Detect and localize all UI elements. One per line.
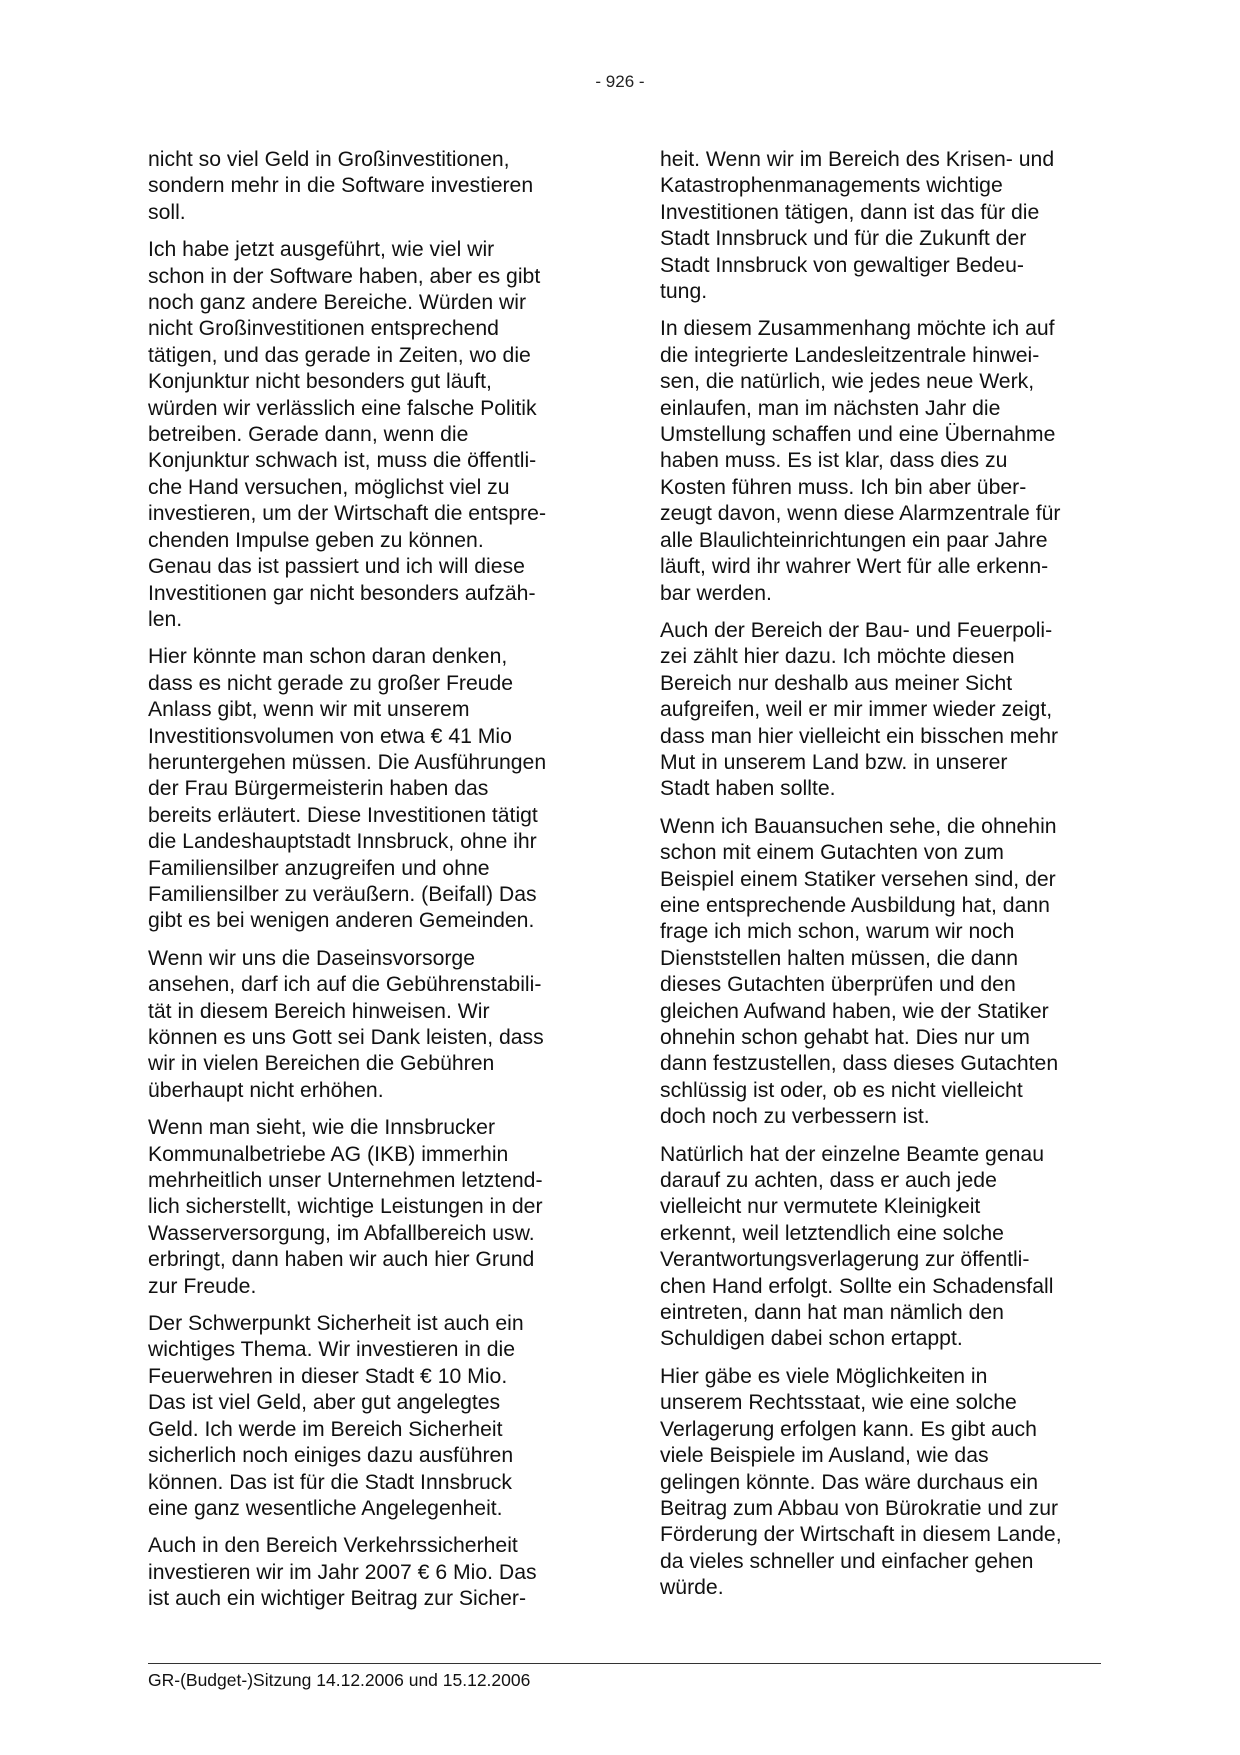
text-line: dass man hier vielleicht ein bisschen mehr (660, 724, 1059, 748)
text-line: Investitionsvolumen von etwa € 41 Mio (148, 724, 512, 748)
text-line: investieren wir im Jahr 2007 € 6 Mio. Das (148, 1560, 537, 1584)
paragraph (148, 1533, 598, 1612)
text-line: sicherlich noch einiges dazu ausführen (148, 1444, 514, 1468)
paragraph (148, 237, 598, 633)
text-line: können. Das ist für die Stadt Innsbruck (148, 1470, 512, 1494)
text-line: soll. (148, 200, 186, 224)
text-line: vielleicht nur vermutete Kleinigkeit (660, 1195, 981, 1219)
text-line: Natürlich hat der einzelne Beamte genau (660, 1142, 1044, 1166)
text-line: dieses Gutachten überprüfen und den (660, 973, 1016, 997)
paragraph (660, 814, 1110, 1131)
paragraph (148, 946, 598, 1104)
text-line: die integrierte Landesleitzentrale hinwei- (660, 343, 1040, 367)
text-line: Feuerwehren in dieser Stadt € 10 Mio. (148, 1364, 508, 1388)
text-line: Bereich nur deshalb aus meiner Sicht (660, 671, 1013, 695)
text-line: nicht Großinvestitionen entsprechend (148, 317, 499, 341)
text-line: sondern mehr in die Software investieren (148, 174, 534, 198)
text-line: lich sicherstellt, wichtige Leistungen in der (148, 1195, 543, 1219)
text-line: chenden Impulse geben zu können. (148, 528, 484, 552)
text-line: doch noch zu verbessern ist. (660, 1105, 930, 1129)
text-line: ist auch ein wichtiger Beitrag zur Sicher- (148, 1587, 527, 1611)
text-line: einlaufen, man im nächsten Jahr die (660, 396, 1001, 420)
text-line: che Hand versuchen, möglichst viel zu (148, 475, 510, 499)
text-line: Investitionen tätigen, dann ist das für die (660, 200, 1040, 224)
text-line: frage ich mich schon, warum wir noch (660, 920, 1015, 944)
text-line: bar werden. (660, 581, 772, 605)
text-line: eintreten, dann hat man nämlich den (660, 1301, 1004, 1325)
text-line: darauf zu achten, dass er auch jede (660, 1169, 997, 1193)
text-line: Investitionen gar nicht besonders aufzäh- (148, 581, 536, 605)
text-line: wir in vielen Bereichen die Gebühren (148, 1052, 495, 1076)
text-line: alle Blaulichteinrichtungen ein paar Jahre (660, 528, 1048, 552)
text-line: unserem Rechtsstaat, wie eine solche (660, 1391, 1017, 1415)
text-line: In diesem Zusammenhang möchte ich auf (660, 317, 1055, 341)
text-line: Familiensilber zu veräußern. (Beifall) Das (148, 882, 537, 906)
paragraph (660, 316, 1110, 606)
text-line: überhaupt nicht erhöhen. (148, 1078, 384, 1102)
text-line: Schuldigen dabei schon ertappt. (660, 1327, 963, 1351)
text-line: Ich habe jetzt ausgeführt, wie viel wir (148, 238, 495, 262)
text-line: aufgreifen, weil er mir immer wieder zeigt, (660, 698, 1053, 722)
text-line: erbringt, dann haben wir auch hier Grund (148, 1248, 535, 1272)
text-line: gleichen Aufwand haben, wie der Statiker (660, 999, 1049, 1023)
text-line: haben muss. Es ist klar, dass dies zu (660, 449, 1008, 473)
text-line: tung. (660, 280, 708, 304)
text-line: tät in diesem Bereich hinweisen. Wir (148, 999, 490, 1023)
text-line: nicht so viel Geld in Großinvestitionen, (148, 148, 510, 171)
text-line: heit. Wenn wir im Bereich des Krisen- und (660, 148, 1055, 171)
text-line: zur Freude. (148, 1274, 257, 1298)
text-line: erkennt, weil letztendlich eine solche (660, 1221, 1004, 1245)
text-line: Hier könnte man schon daran denken, (148, 645, 508, 669)
paragraph (660, 1364, 1110, 1602)
paragraph (660, 147, 1110, 305)
paragraph (148, 1311, 598, 1522)
text-line: Wenn man sieht, wie die Innsbrucker (148, 1116, 496, 1140)
paragraph (148, 1115, 598, 1300)
text-line: ohnehin schon gehabt hat. Dies nur um (660, 1026, 1030, 1049)
text-line: würden wir verlässlich eine falsche Politik (148, 396, 537, 420)
text-line: Kosten führen muss. Ich bin aber über- (660, 475, 1027, 499)
text-line: können es uns Gott sei Dank leisten, dass (148, 1026, 544, 1049)
text-line: Geld. Ich werde im Bereich Sicherheit (148, 1417, 503, 1441)
text-line: Das ist viel Geld, aber gut angelegtes (148, 1391, 501, 1415)
text-line: Der Schwerpunkt Sicherheit ist auch ein (148, 1312, 524, 1336)
text-line: Verantwortungsverlagerung zur öffentli- (660, 1248, 1030, 1272)
text-line: Kommunalbetriebe AG (IKB) immerhin (148, 1142, 509, 1166)
footer-session-info: GR-(Budget-)Sitzung 14.12.2006 und 15.12.2006 (148, 1670, 531, 1690)
paragraph (148, 644, 598, 934)
text-line: Konjunktur nicht besonders gut läuft, (148, 370, 492, 394)
text-line: tätigen, und das gerade in Zeiten, wo die (148, 343, 531, 367)
text-line: Wenn wir uns die Daseinsvorsorge (148, 946, 475, 970)
text-line: da vieles schneller und einfacher gehen (660, 1549, 1034, 1573)
text-line: Katastrophenmanagements wichtige (660, 174, 1003, 198)
text-line: investieren, um der Wirtschaft die entspre- (148, 502, 547, 526)
text-line: Wasserversorgung, im Abfallbereich usw. (148, 1221, 535, 1245)
text-line: würde. (660, 1576, 724, 1600)
text-line: gibt es bei wenigen anderen Gemeinden. (148, 909, 535, 933)
text-line: dann festzustellen, dass dieses Gutachten (660, 1052, 1059, 1076)
text-line: sen, die natürlich, wie jedes neue Werk, (660, 370, 1035, 394)
text-line: zei zählt hier dazu. Ich möchte diesen (660, 645, 1015, 669)
text-line: noch ganz andere Bereiche. Würden wir (148, 291, 527, 315)
text-line: eine entsprechende Ausbildung hat, dann (660, 893, 1050, 917)
text-line: eine ganz wesentliche Angelegenheit. (148, 1496, 503, 1520)
text-line: Stadt haben sollte. (660, 777, 836, 801)
text-line: Beitrag zum Abbau von Bürokratie und zur (660, 1496, 1059, 1520)
text-line: ansehen, darf ich auf die Gebührenstabili- (148, 973, 542, 997)
text-line: wichtiges Thema. Wir investieren in die (148, 1338, 516, 1362)
text-line: zeugt davon, wenn diese Alarmzentrale für (660, 502, 1061, 526)
text-line: Anlass gibt, wenn wir mit unserem (148, 698, 470, 722)
text-line: Auch der Bereich der Bau- und Feuerpoli- (660, 618, 1053, 642)
text-line: Familiensilber anzugreifen und ohne (148, 856, 490, 880)
text-line: Umstellung schaffen und eine Übernahme (660, 423, 1056, 447)
paragraph (660, 618, 1110, 803)
text-line: Förderung der Wirtschaft in diesem Lande, (660, 1523, 1062, 1547)
text-line: betreiben. Gerade dann, wenn die (148, 423, 469, 447)
text-line: Mut in unserem Land bzw. in unserer (660, 750, 1008, 774)
text-line: schon in der Software haben, aber es gibt (148, 264, 541, 288)
text-line: Dienststellen halten müssen, die dann (660, 946, 1019, 970)
text-line: die Landeshauptstadt Innsbruck, ohne ihr (148, 830, 537, 854)
text-line: Stadt Innsbruck und für die Zukunft der (660, 227, 1027, 251)
text-line: viele Beispiele im Ausland, wie das (660, 1444, 989, 1468)
text-line: len. (148, 607, 183, 631)
text-line: Konjunktur schwach ist, muss die öffentli- (148, 449, 537, 473)
text-line: bereits erläutert. Diese Investitionen tätigt (148, 803, 538, 827)
text-line: chen Hand erfolgt. Sollte ein Schadensfall (660, 1274, 1054, 1298)
text-line: Stadt Innsbruck von gewaltiger Bedeu- (660, 253, 1024, 277)
text-line: heruntergehen müssen. Die Ausführungen (148, 750, 547, 774)
text-line: Auch in den Bereich Verkehrssicherheit (148, 1534, 518, 1558)
text-line: Hier gäbe es viele Möglichkeiten in (660, 1364, 988, 1388)
left-column (148, 147, 598, 1624)
text-line: Genau das ist passiert und ich will diese (148, 555, 525, 579)
paragraph (660, 1142, 1110, 1353)
text-line: dass es nicht gerade zu großer Freude (148, 671, 514, 695)
paragraph (148, 147, 598, 226)
text-line: Wenn ich Bauansuchen sehe, die ohnehin (660, 814, 1057, 838)
text-line: Beispiel einem Statiker versehen sind, der (660, 867, 1056, 891)
text-line: Verlagerung erfolgen kann. Es gibt auch (660, 1417, 1037, 1441)
text-line: gelingen könnte. Das wäre durchaus ein (660, 1470, 1039, 1494)
text-line: schon mit einem Gutachten von zum (660, 841, 1004, 865)
text-line: schlüssig ist oder, ob es nicht vielleicht (660, 1078, 1023, 1102)
page-number: - 926 - (595, 72, 645, 91)
text-line: der Frau Bürgermeisterin haben das (148, 777, 489, 801)
text-line: läuft, wird ihr wahrer Wert für alle erkenn- (660, 555, 1049, 579)
right-column (660, 147, 1110, 1613)
text-line: mehrheitlich unser Unternehmen letztend- (148, 1169, 543, 1193)
footer-divider (148, 1663, 1101, 1664)
